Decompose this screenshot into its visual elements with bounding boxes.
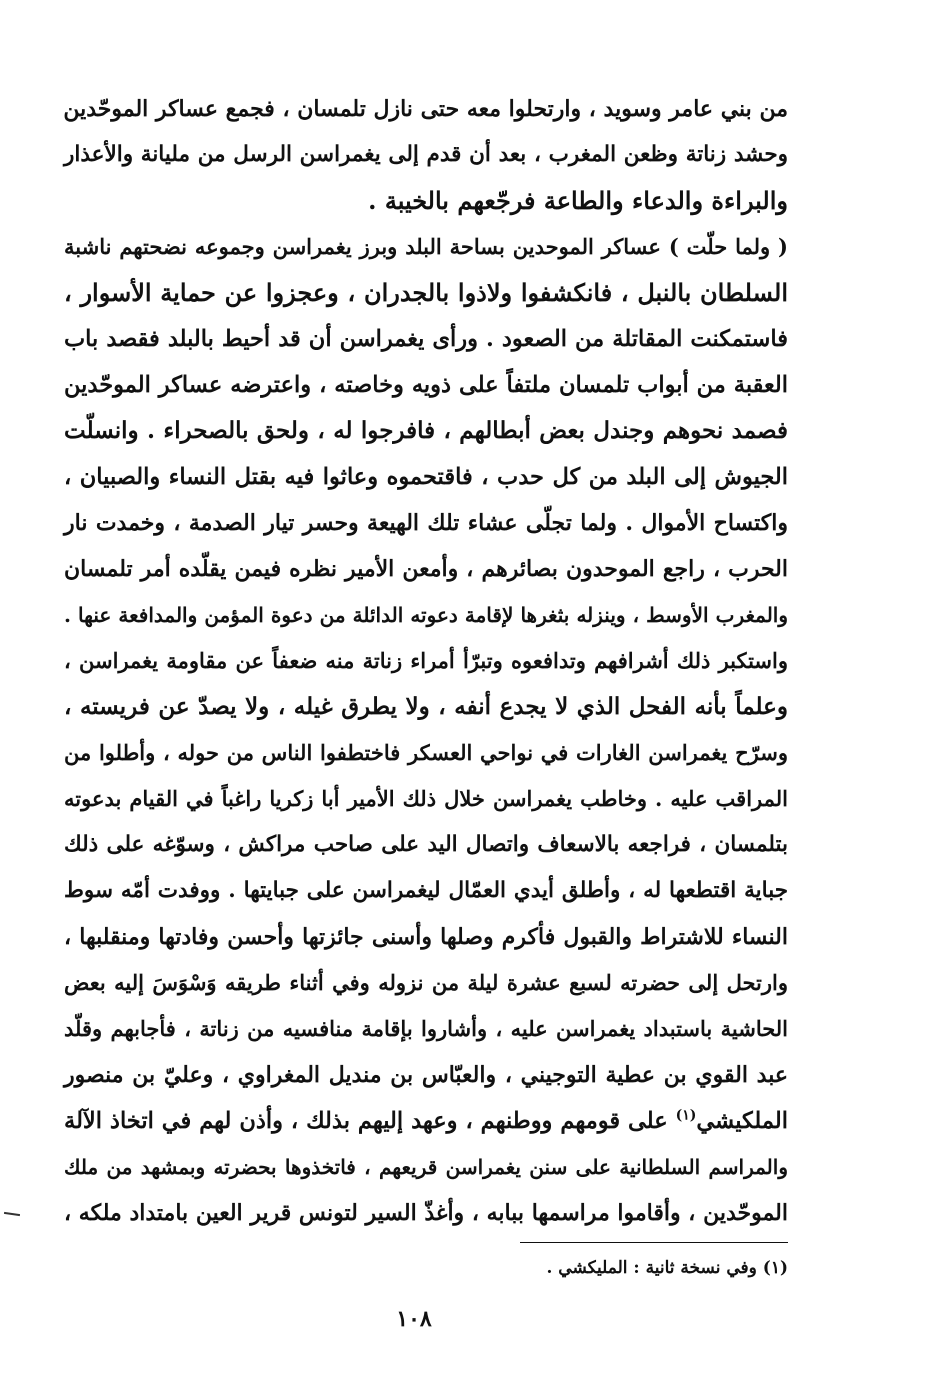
body-text (64, 86, 788, 1236)
text-line: الحاشية باستبداد يغمراسن عليه ، وأشاروا بإقامة منافسيه من زناتة ، فأجابهم وقلّد (64, 1016, 788, 1041)
text-line: فصمد نحوهم وجندل بعض أبطالهم ، فافرجوا له ، ولحق بالصحراء . وانسلّت (64, 417, 788, 444)
text-segment: الملكيشي (696, 1108, 788, 1134)
page-number: ١٠٨ (396, 1306, 432, 1332)
text-line: وعلماً بأنه الفحل الذي لا يجدع أنفه ، ولا يطرق غيله ، ولا يصدّ عن فريسته ، (64, 693, 788, 720)
text-segment: على قومهم ووطنهم ، وعهد إليهم بذلك ، وأذن لهم في اتخاذ الآلة (64, 1108, 676, 1134)
text-line: والبراءة والدعاء والطاعة فرجّعهم بالخيبة . (368, 186, 788, 215)
text-line: العقبة من أبواب تلمسان ملتفاً على ذويه وخاصته ، واعترضه عساكر الموحّدين (64, 372, 788, 398)
text-line (64, 1098, 788, 1144)
text-line: النساء للاشتراط والقبول فأكرم وصلها وأسنى جائزتها وأحسن وفادتها ومنقلبها ، (64, 924, 788, 950)
text-line: من بني عامر وسويد ، وارتحلوا معه حتى نازل تلمسان ، فجمع عساكر الموحّدين (63, 96, 788, 122)
text-line: فاستمكنت المقاتلة من الصعود . ورأى يغمراسن أن قد أحيط بالبلد فقصد باب (64, 326, 788, 352)
footnote-divider (520, 1242, 788, 1243)
text-line: والمغرب الأوسط ، وينزله بثغرها لإقامة دعوته الدائلة من دعوة المؤمن والمدافعة عنها . (64, 603, 788, 627)
text-line: عبد القوي بن عطية التوجيني ، والعبّاس بن منديل المغراوي ، وعليّ بن منصور (64, 1062, 788, 1088)
text-line: جباية اقتطعها له ، وأطلق أيدي العمّال ليغمراسن على جبايتها . ووفدت أمّه سوط (64, 878, 788, 903)
margin-mark (4, 1212, 20, 1216)
text-line: واكتساح الأموال . ولما تجلّى عشاء تلك الهيعة وحسر تيار الصدمة ، وخمدت نار (64, 510, 788, 536)
text-line: الجيوش إلى البلد من كل حدب ، فاقتحموه وعاثوا فيه بقتل النساء والصبيان ، (64, 464, 788, 490)
text-line: واستكبر ذلك أشرافهم وتدافعوه وتبرّأ أمراء زناتة منه ضعفاً عن مقاومة يغمراسن ، (64, 648, 788, 673)
footnote: (١) وفي نسخة ثانية : المليكشي . (546, 1258, 788, 1278)
text-line: والمراسم السلطانية على سنن يغمراسن قريعهم ، فاتخذوها بحضرته وبمشهد من ملك (64, 1155, 788, 1179)
text-line: وسرّح يغمراسن الغارات في نواحي العسكر فاختطفوا الناس من حوله ، وأطلوا من (64, 740, 788, 765)
text-line: المراقب عليه . وخاطب يغمراسن خلال ذلك الأمير أبا زكريا راغباً في القيام بدعوته (64, 786, 788, 811)
footnote-marker[interactable]: (١) (675, 1107, 697, 1124)
text-line: وارتحل إلى حضرته لسبع عشرة ليلة من نزوله وفي أثناء طريقه وَسْوَسَ إليه بعض (64, 970, 788, 995)
text-line: بتلمسان ، فراجعه بالاسعاف واتصال اليد على صاحب مراكش ، وسوّغه على ذلك (64, 832, 788, 857)
text-line: ( ولما حلّت ) عساكر الموحدين بساحة البلد وبرز يغمراسن وجموعه نضحتهم ناشبة (64, 234, 788, 259)
text-line: وحشد زناتة وظعن المغرب ، بعد أن قدم إلى يغمراسن الرسل من مليانة والأعذار (64, 142, 788, 167)
text-line: الموحّدين ، وأقاموا مراسمها ببابه ، وأغذّ السير لتونس قرير العين بامتداد ملكه ، (64, 1200, 788, 1226)
text-line: الحرب ، راجع الموحدون بصائرهم ، وأمعن الأمير نظره فيمن يقلّده أمر تلمسان (64, 556, 788, 582)
text-line: السلطان بالنبل ، فانكشفوا ولاذوا بالجدران ، وعجزوا عن حماية الأسوار ، (64, 278, 788, 307)
